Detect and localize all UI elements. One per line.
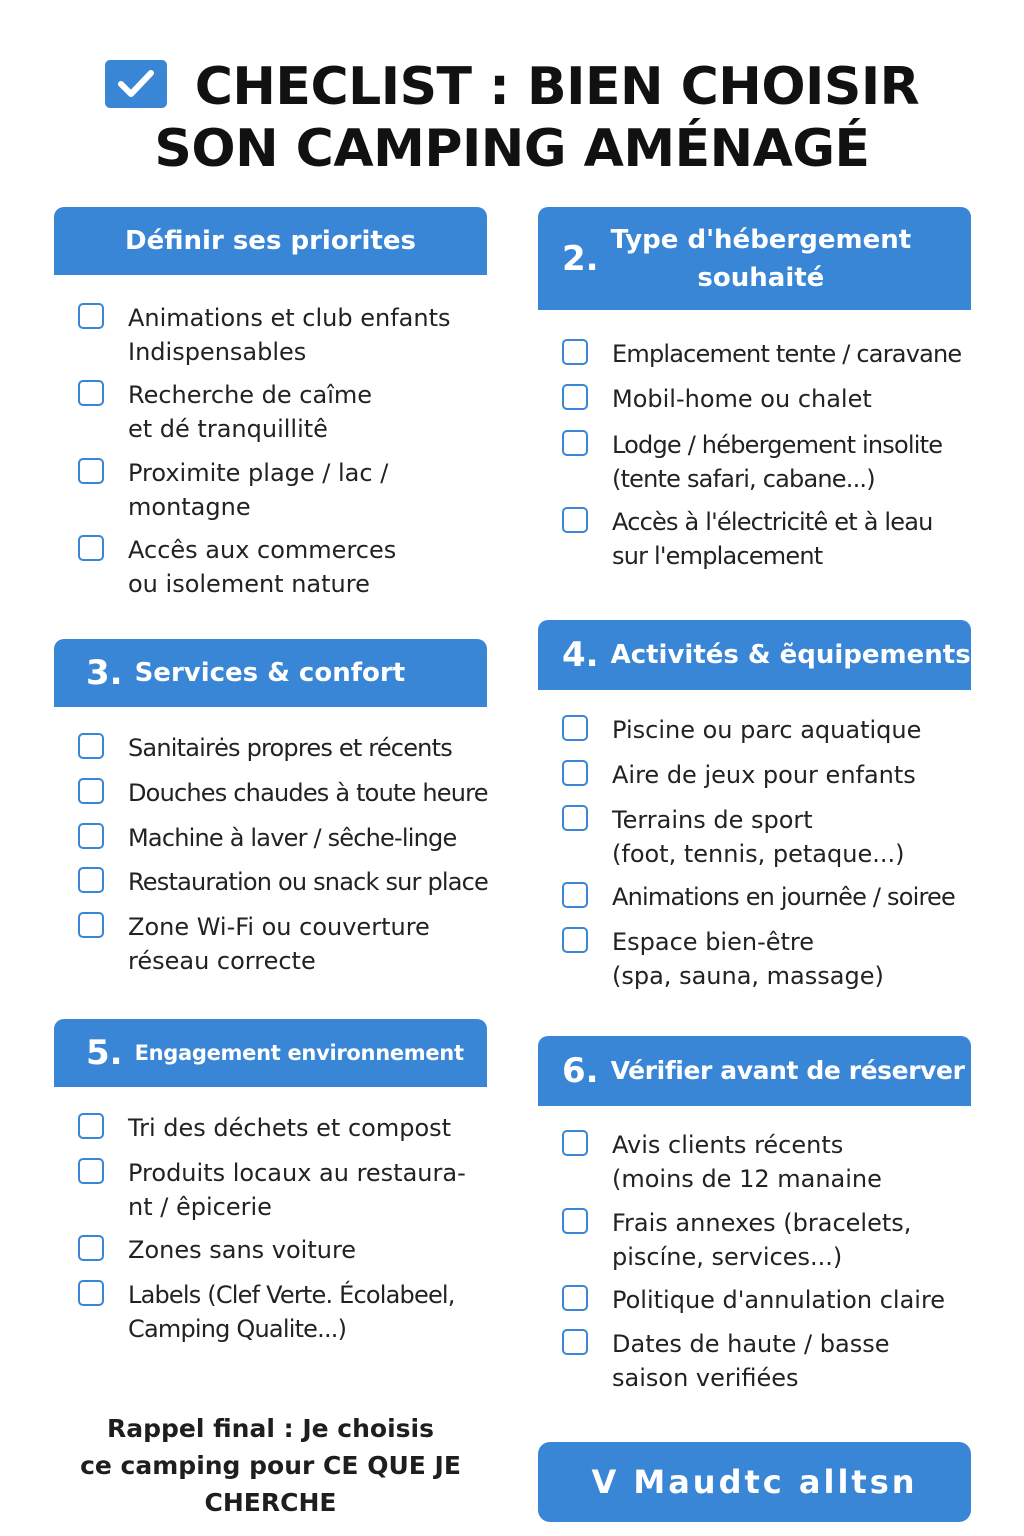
checkbox-icon[interactable] xyxy=(562,1285,588,1311)
page-title xyxy=(0,56,1024,180)
section-title: Services & confort xyxy=(134,658,406,688)
checkbox-checked-icon xyxy=(105,60,167,108)
checkbox-icon[interactable] xyxy=(78,1113,104,1139)
section-number: 6. xyxy=(562,1051,599,1091)
checkbox-icon[interactable] xyxy=(562,1130,588,1156)
checkbox-icon[interactable] xyxy=(562,805,588,831)
checkbox-icon[interactable] xyxy=(78,1235,104,1261)
section-environment: 5. Engagement environnement Tri des déchets et compost Produits locaux au restaura- nt / êpicerie Zones sans voiture Labels (Clef Verte. Écolabeel, Camping Qualite...) xyxy=(54,1019,487,1087)
section-title: Engagement environnement xyxy=(134,1041,464,1065)
checkbox-icon[interactable] xyxy=(78,867,104,893)
checkbox-icon[interactable] xyxy=(78,733,104,759)
final-reminder: Rappel final : Je choisis ce camping pour CE QUE JE CHERCHE xyxy=(80,1414,461,1517)
section-number: 5. xyxy=(86,1033,123,1073)
title-line-2: SON CAMPING AMÉNAGÉ xyxy=(154,119,870,179)
section-title: Activités & ẽquipements xyxy=(610,640,971,670)
section-header xyxy=(54,207,487,275)
checkbox-icon[interactable] xyxy=(562,715,588,741)
checkbox-icon[interactable] xyxy=(78,1280,104,1306)
section-priorities: Définir ses priorites Animations et club enfants Indispensables Recherche de caîme et dé tranquillitê Proximite plage / lac / montagne Accês aux commerces ou isolement nature xyxy=(54,207,487,275)
section-number: 3. xyxy=(86,653,123,693)
section-number: 4. xyxy=(562,635,599,675)
checkbox-icon[interactable] xyxy=(78,778,104,804)
checkbox-icon[interactable] xyxy=(78,380,104,406)
section-title: Vérifier avant de réserver xyxy=(610,1056,965,1085)
checkbox-icon[interactable] xyxy=(78,535,104,561)
checkbox-icon[interactable] xyxy=(78,912,104,938)
checkbox-icon[interactable] xyxy=(562,882,588,908)
title-line-1: CHECLIST : BIEN CHOISIR xyxy=(194,57,920,117)
checkbox-icon[interactable] xyxy=(78,823,104,849)
checkbox-icon[interactable] xyxy=(78,303,104,329)
section-title: Type d'hébergement souhaité xyxy=(610,224,912,293)
checkbox-icon[interactable] xyxy=(562,384,588,410)
cta-button[interactable]: V Maudtc alltsn xyxy=(538,1442,971,1522)
section-accommodation-type: 2. Type d'hébergement souhaité Emplacement tente / caravane Mobil-home ou chalet Lodge / hébergement insolite (tente safari, cabane...) Accès à l'électricitê et à leau sur l'emplacement xyxy=(538,207,971,310)
checkbox-icon[interactable] xyxy=(78,458,104,484)
checkbox-icon[interactable] xyxy=(562,430,588,456)
checkbox-icon[interactable] xyxy=(562,1208,588,1234)
section-activities: 4. Activités & ẽquipements Piscine ou parc aquatique Aire de jeux pour enfants Terrains de sport (foot, tennis, petaque...) Animations en journêe / soiree Espace bien-être (spa, sauna, massage) xyxy=(538,620,971,690)
checkbox-icon[interactable] xyxy=(562,927,588,953)
section-services: 3. Services & confort Sanitairės propres et récents Douches chaudes à toute heure Machine à laver / sêche-linge Restauration ou snack sur place Zone Wi-Fi ou couverture réseau correcte xyxy=(54,639,487,707)
checkbox-icon[interactable] xyxy=(562,760,588,786)
section-header xyxy=(538,1036,971,1106)
section-number: 2. xyxy=(562,238,599,279)
section-header xyxy=(538,207,971,310)
section-verify: 6. Vérifier avant de réserver Avis clients récents (moins de 12 manaine Frais annexes (bracelets, piscíne, services...) Politique d'annulation claire Dates de haute / basse saison verifiées xyxy=(538,1036,971,1106)
checkbox-icon[interactable] xyxy=(562,339,588,365)
checkbox-icon[interactable] xyxy=(78,1158,104,1184)
section-header xyxy=(538,620,971,690)
section-header xyxy=(54,639,487,707)
section-header xyxy=(54,1019,487,1087)
section-title: Définir ses priorites xyxy=(125,226,416,256)
checkbox-icon[interactable] xyxy=(562,1329,588,1355)
checkbox-icon[interactable] xyxy=(562,507,588,533)
